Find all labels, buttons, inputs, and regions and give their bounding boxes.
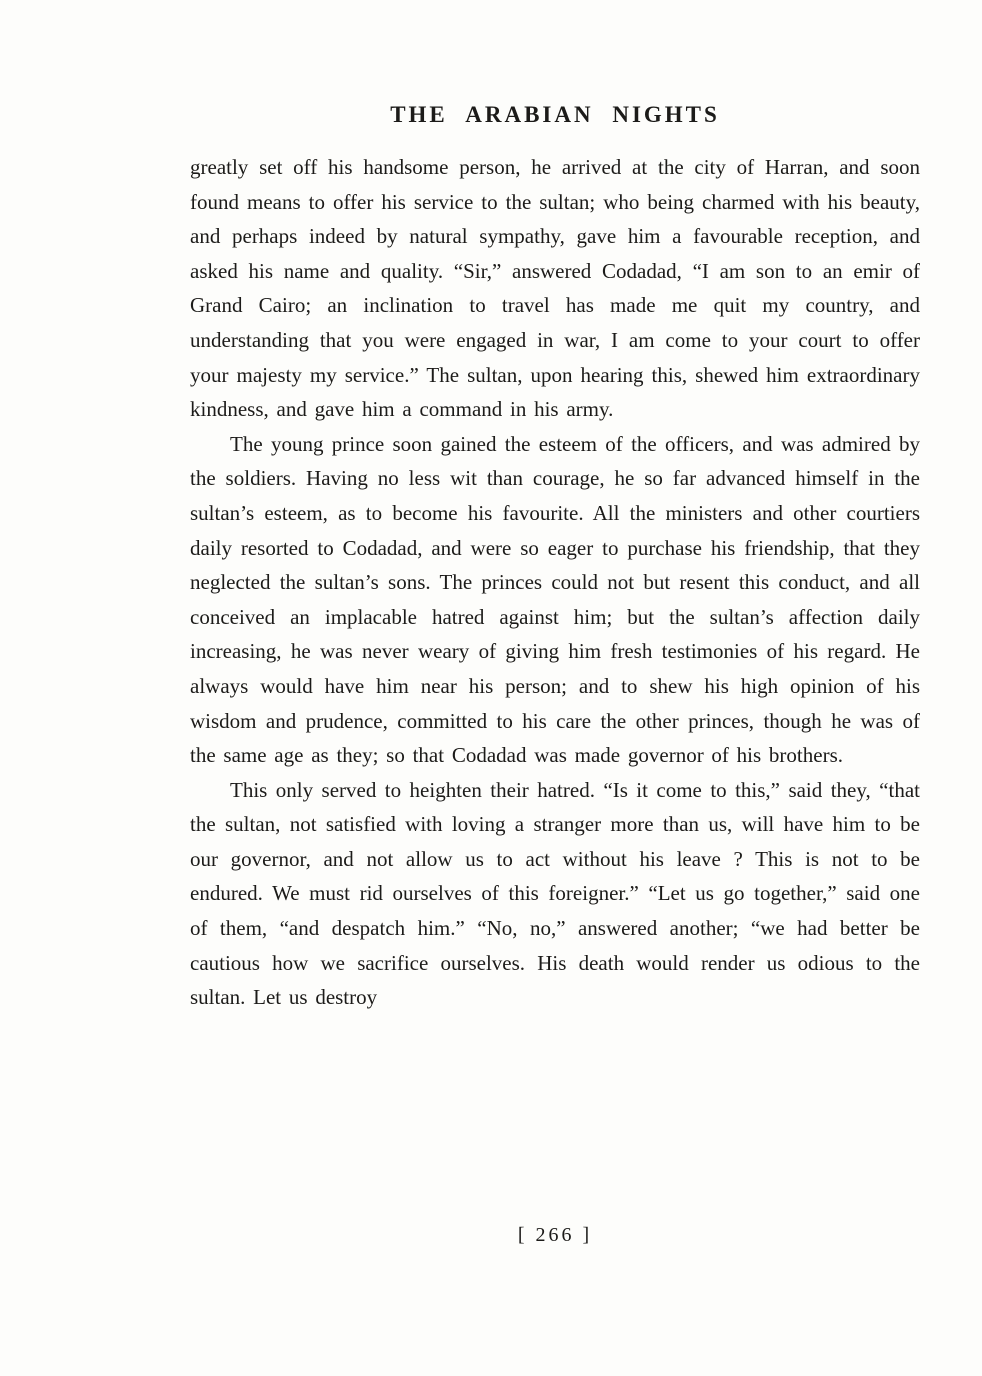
- page-content: [190, 102, 920, 1015]
- body-text: [190, 150, 920, 1015]
- paragraph: The young prince soon gained the esteem of the officers, and was admired by the soldiers. Having no less wit than courage, he so far advanced himself in the sultan’s esteem, as to become his favourite. All the ministers and other courtiers daily resorted to Codadad, and were so eager to purchase his friendship, that they neglected the sultan’s sons. The princes could not but resent this conduct, and all conceived an implacable hatred against him; but the sultan’s affection daily increasing, he was never weary of giving him fresh testimonies of his regard. He always would have him near his person; and to shew his high opinion of his wisdom and prudence, committed to his care the other princes, though he was of the same age as they; so that Codadad was made governor of his brothers.: [190, 431, 920, 768]
- page-number: [ 266 ]: [517, 1224, 593, 1246]
- paragraph-continuation: greatly set off his handsome person, he arrived at the city of Harran, and soon found means to offer his service to the sultan; who being charmed with his beauty, and perhaps indeed by natural sympathy, gave him a favourable reception, and asked his name and quality. “Sir,” answered Codadad, “I am son to an emir of Grand Cairo; an inclination to travel has made me quit my country, and understanding that you were engaged in war, I am come to your court to offer your majesty my service.” The sultan, upon hearing this, shewed him extraordinary kindness, and gave him a command in his army.: [190, 155, 920, 422]
- running-header: THE ARABIAN NIGHTS: [390, 102, 720, 127]
- paragraph: This only served to heighten their hatred. “Is it come to this,” said they, “that the sultan, not satisfied with loving a stranger more than us, will have him to be our governor, and not allow us to act without his leave ? This is not to be endured. We must rid ourselves of this foreigner.” “Let us go together,” said one of them, “and despatch him.” “No, no,” answered another; “we had better be cautious how we sacrifice ourselves. His death would render us odious to the sultan. Let us destroy: [190, 777, 920, 1010]
